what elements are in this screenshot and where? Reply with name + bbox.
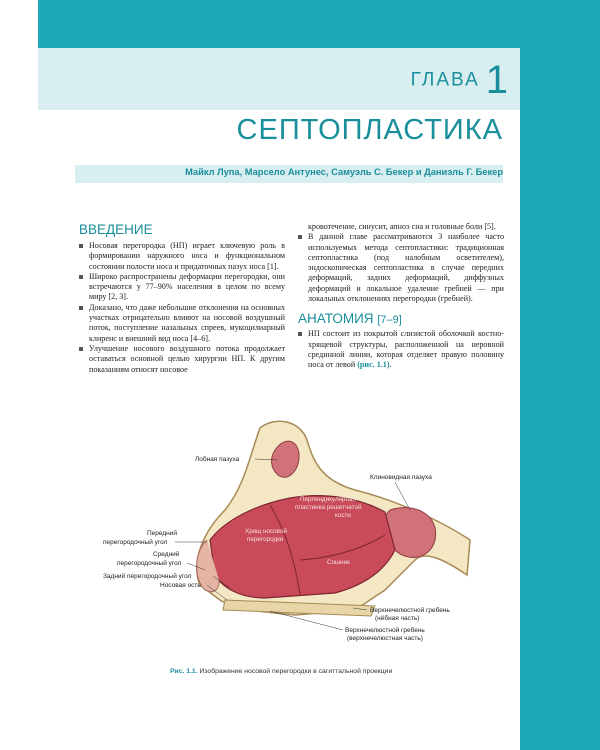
methods-list [298, 232, 504, 304]
paragraph-continuation: кровотечение, синусит, апноэ сна и головные боли [5]. [308, 222, 496, 231]
chapter-word: ГЛАВА [410, 69, 480, 91]
label-frontal-sinus: Лобная пазуха [195, 456, 240, 463]
label-vomer: Сошник [327, 559, 350, 566]
label-perpendicular-plate-3: кости [335, 512, 351, 519]
page-title: СЕПТОПЛАСТИКА [236, 114, 503, 146]
nasal-septum-figure [95, 410, 475, 660]
column-left [79, 222, 285, 375]
figure-reference-link[interactable]: (рис. 1.1) [357, 360, 390, 370]
caption-number: Рис. 1.1. [170, 668, 198, 675]
anatomy-list [298, 329, 504, 370]
chapter-number: 1 [485, 58, 508, 102]
label-sphenoid-sinus: Клиновидная пазуха [370, 474, 432, 481]
label-perpendicular-plate-1: Перпендикулярная [300, 496, 356, 503]
figure-caption [170, 668, 392, 675]
right-color-sidebar [520, 0, 600, 750]
list-item: НП состоит из покрытой слизистой оболочкой костно-хрящевой структуры, расположенной на неровной срединной линии, которая отделяет правую половину носа от левой (рис. 1.1). [298, 329, 504, 370]
chapter-label [411, 58, 508, 103]
intro-list [79, 241, 285, 375]
anatomy-text: НП состоит из покрытой слизистой оболочкой костно-хрящевой структуры, расположенной на неровной срединной линии, которая отделяет правую половину носа от левой [308, 329, 504, 370]
label-anterior-angle-1: Передний [147, 530, 178, 537]
anatomy-title: АНАТОМИЯ [298, 311, 374, 327]
top-color-band [38, 0, 520, 48]
label-maxillary-crest-maxillary-1: Верхнечелюстной гребень [345, 627, 425, 634]
label-nasal-spine: Носовая ость [160, 582, 201, 589]
list-item: Широко распространены деформации перегородки, они встречаются у 77–90% населения в целом по всему миру [2, 3]. [79, 272, 285, 303]
intro-heading: ВВЕДЕНИЕ [79, 222, 153, 237]
label-middle-angle-1: Средний [153, 551, 180, 558]
label-maxillary-crest-palatine-2: (нёбная часть) [375, 615, 420, 622]
label-middle-angle-2: перегородочный угол [117, 560, 182, 567]
column-right [298, 222, 504, 371]
list-item: В данной главе рассматриваются 3 наиболее часто используемых метода септопластики: традиционная септопластика (под налобным осветителем), эндоскопическая септопластика в случае передних деформаций, задних деформаций, диффузных деформаций и локальное удаление гребней — при локальных отклонениях перегородки (гребней). [298, 232, 504, 304]
list-item: Носовая перегородка (НП) играет ключевую роль в формировании наружного носа и функциональном состоянии полости носа и придаточных пазух носа [1]. [79, 241, 285, 272]
label-maxillary-crest-palatine-1: Верхнечелюстной гребень [370, 607, 450, 614]
anatomy-heading [298, 311, 504, 326]
label-anterior-angle-2: перегородочный угол [103, 539, 168, 546]
list-item: Доказано, что даже небольшие отклонения на основных участках отрицательно влияют на носовой воздушный поток, поступление назальных спреев, мукоцилиарный клиренс и внешний вид носа [4–6]. [79, 303, 285, 344]
label-septal-cartilage-2: перегородки [247, 536, 284, 543]
list-item: Улучшение носового воздушного потока продолжает оставаться основной целью хирургии НП. К другим показаниям относят носовое [79, 344, 285, 375]
caption-text: Изображение носовой перегородки в сагиттальной проекции [199, 668, 393, 675]
anatomy-refs: [7–9] [377, 314, 402, 327]
authors: Майкл Лупа, Марсело Антунес, Самуэль С. Бекер и Даниэль Г. Бекер [185, 167, 503, 177]
label-posterior-angle: Задний перегородочный угол [103, 573, 192, 580]
label-maxillary-crest-maxillary-2: (верхнечелюстная часть) [347, 635, 423, 642]
label-septal-cartilage-1: Хрящ носовой [245, 528, 287, 535]
label-perpendicular-plate-2: пластинка решетчатой [295, 504, 362, 511]
